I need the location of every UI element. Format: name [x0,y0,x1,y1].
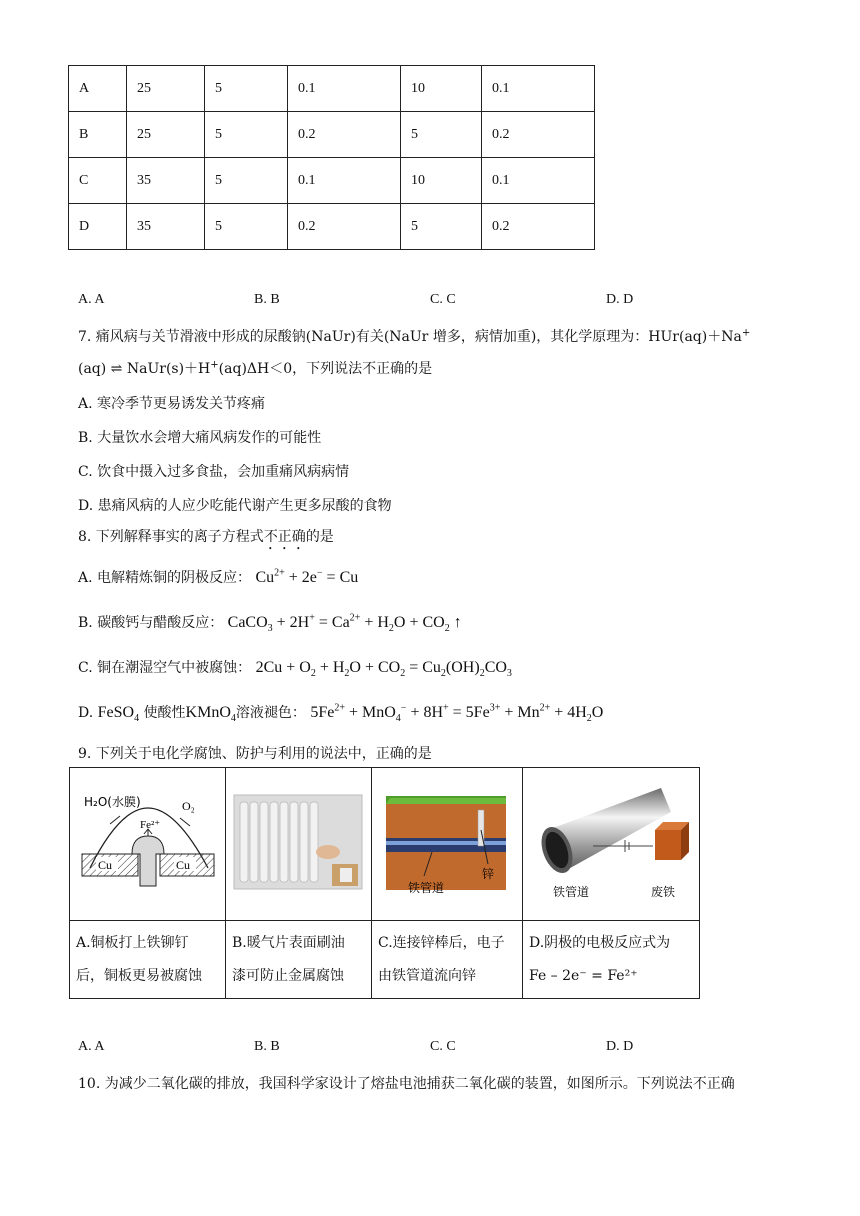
table-cell: 25 [127,112,205,158]
fig-b-photo [226,768,371,916]
fig-c-diagram [372,768,522,916]
fig-a-diagram [70,768,225,916]
table-cell: A [69,66,127,112]
fig-b-cell [226,768,372,921]
fig-a-cu-right: Cu [176,858,191,872]
table-cell: 10 [401,66,482,112]
table-cell: 0.1 [288,158,401,204]
fig-d-cell [523,768,700,921]
option-c[interactable]: C. C [430,292,456,307]
table-cell: 25 [127,66,205,112]
option-c[interactable]: C. C [430,1039,456,1054]
fig-d-pipe-label: 铁管道 [553,885,590,899]
q8-option-d: D. FeSO$_4$ 使酸性KMnO$_4$溶液褪色： $5Fe^{2+} + MnO_4^- + 8H^+ = 5Fe^{3+} + Mn^{2+} + 4H_2O$ [78,702,604,725]
fig-c-pipe-label: 铁管道 [408,881,445,895]
table-cell: 0.1 [482,66,595,112]
q9-figure-table [69,767,700,999]
table-cell: 5 [401,112,482,158]
table-cell: 10 [401,158,482,204]
fig-a-cell [70,768,226,921]
q7-option-d: D. 患痛风病的人应少吃能代谢产生更多尿酸的食物 [78,498,392,514]
fig-a-o2-label: O₂ [182,799,195,813]
option-a[interactable]: A. A [78,292,105,307]
fig-c-zinc-label: 锌 [482,867,495,881]
option-d[interactable]: D. D [606,292,634,307]
table-cell: 0.1 [288,66,401,112]
fig-a-fe-label: Fe²⁺ [140,819,161,831]
caption-b: B.暖气片表面刷油 漆可防止金属腐蚀 [226,921,372,999]
table-cell: C [69,158,127,204]
table-cell: 5 [205,112,288,158]
q10-stem: 10. 为减少二氧化碳的排放，我国科学家设计了熔盐电池捕获二氧化碳的装置，如图所示。下列说法不正确 [78,1076,735,1092]
q9-stem: 9. 下列关于电化学腐蚀、防护与利用的说法中，正确的是 [78,746,432,762]
table-cell: 5 [401,204,482,250]
q8-option-a: A. 电解精炼铜的阴极反应： $Cu^{2+} + 2e^- = Cu$ [78,567,359,586]
caption-d: D.阴极的电极反应式为 Fe – 2e⁻ = Fe²⁺ [523,921,700,999]
q7-option-a: A. 寒冷季节更易诱发关节疼痛 [78,396,266,412]
fig-a-cu-left: Cu [98,858,113,872]
table-cell: 0.2 [482,204,595,250]
table-cell: 0.2 [482,112,595,158]
table-row [69,112,595,158]
table-cell: 0.1 [482,158,595,204]
table-row [69,158,595,204]
caption-a: A.铜板打上铁铆钉 后，铜板更易被腐蚀 [70,921,226,999]
table-cell: 5 [205,204,288,250]
q7-option-c: C. 饮食中摄入过多食盐，会加重痛风病病情 [78,464,350,480]
q7-stem-line1: 7. 痛风病与关节滑液中形成的尿酸钠(NaUr)有关(NaUr 增多，病情加重)，其化学原理为：HUr(aq)＋Na+ [78,327,751,345]
option-b[interactable]: B. B [254,292,280,307]
fig-c-cell [372,768,523,921]
table-cell: 5 [205,66,288,112]
table-cell: 35 [127,204,205,250]
fig-d-scrap-label: 废铁 [651,885,676,899]
table-cell: B [69,112,127,158]
q7-option-b: B. 大量饮水会增大痛风病发作的可能性 [78,430,322,446]
fig-a-water-label: H₂O(水膜) [84,795,141,809]
q8-option-b: B. 碳酸钙与醋酸反应： CaCO$_3$ + $2H^+ = Ca^{2+} + H_2O + CO_2$ ↑ [78,612,462,635]
fig-d-diagram [523,768,699,916]
table-cell: 0.2 [288,204,401,250]
table-cell: D [69,204,127,250]
option-b[interactable]: B. B [254,1039,280,1054]
table-cell: 35 [127,158,205,204]
table-cell: 5 [205,158,288,204]
table-cell: 0.2 [288,112,401,158]
q7-stem-line2: (aq) ⇌ NaUr(s)＋H+(aq)ΔH＜0，下列说法不正确的是 [78,359,433,377]
q8-option-c: C. 铜在潮湿空气中被腐蚀： $2Cu + O_2 + H_2O + CO_2 = Cu_2(OH)_2CO_3$ [78,659,512,680]
caption-c: C.连接锌棒后，电子 由铁管道流向锌 [372,921,523,999]
table-row [69,66,595,112]
experiment-table [68,65,595,250]
q8-stem: 8. 下列解释事实的离子方程式不正确的是 [78,529,334,545]
option-a[interactable]: A. A [78,1039,105,1054]
table-row [69,204,595,250]
option-d[interactable]: D. D [606,1039,634,1054]
